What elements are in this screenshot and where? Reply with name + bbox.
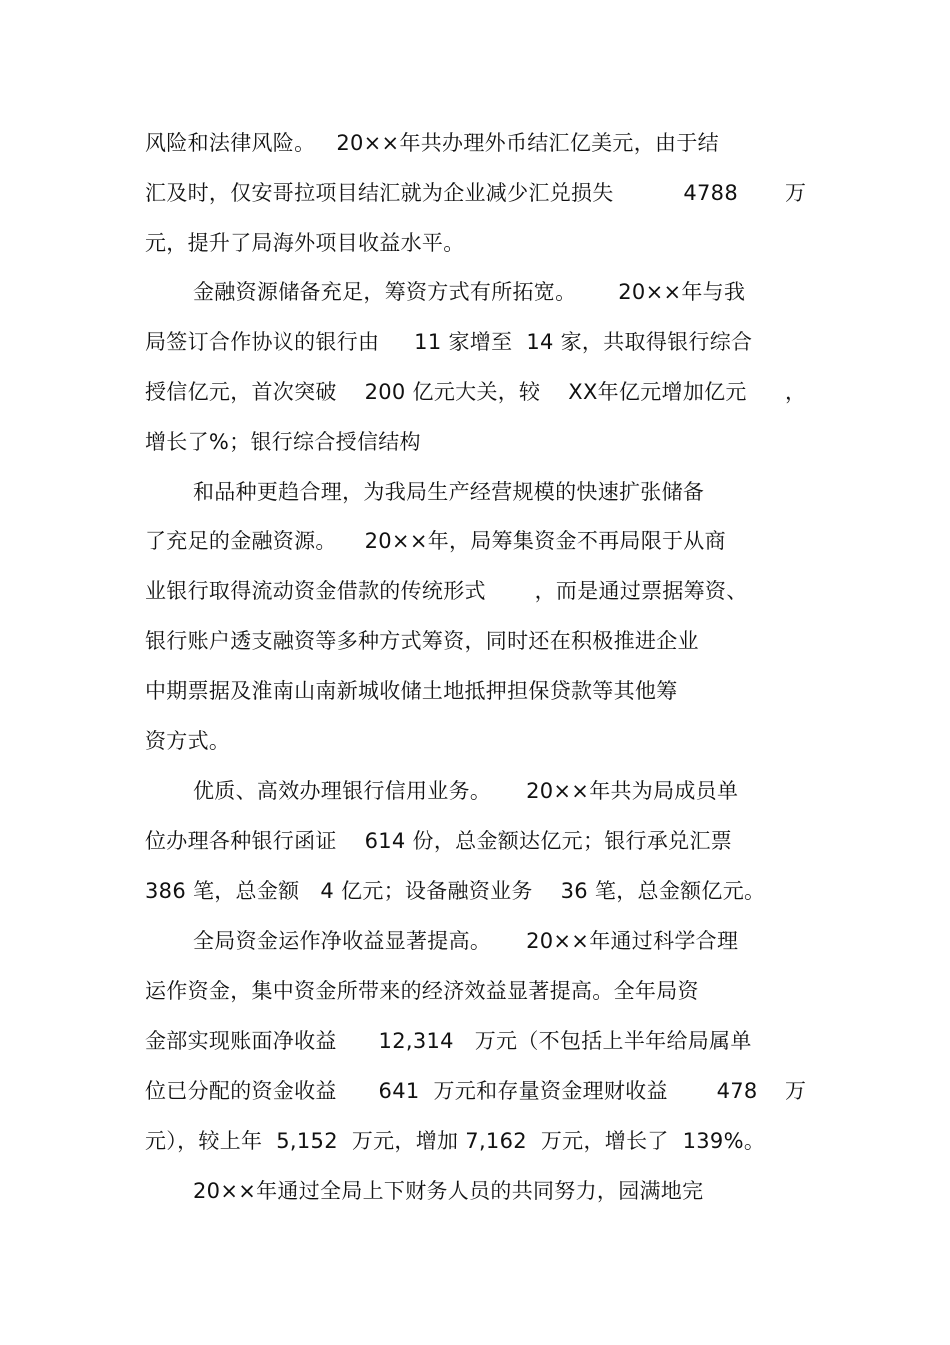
text-line: 汇及时，仅安哥拉项目结汇就为企业减少汇兑损失 4788 [145,181,738,205]
paragraph-start-line: 金融资源储备充足，筹资方式有所拓宽。 20××年与我 [193,280,746,304]
paragraph-start-line: 全局资金运作净收益显著提高。 20××年通过科学合理 [193,929,739,953]
text-line: 金部实现账面净收益 12,314 万元（不包括上半年给局属单 [145,1029,752,1053]
text-line: 授信亿元，首次突破 200 亿元大关，较 XX年亿元增加亿元 [145,380,747,404]
text-line: 了充足的金融资源。 20××年，局筹集资金不再局限于从商 [145,529,726,553]
text-line: 386 笔，总金额 4 亿元；设备融资业务 36 笔，总金额亿元。 [145,879,766,903]
paragraph-start-line: 优质、高效办理银行信用业务。 20××年共为局成员单 [193,779,739,803]
text-line-end: 万 [785,181,806,205]
text-line: 资方式。 [145,729,231,753]
text-line: 位办理各种银行函证 614 份，总金额达亿元；银行承兑汇票 [145,829,733,853]
text-line: 局签订合作协议的银行由 11 家增至 14 家，共取得银行综合 [145,330,753,354]
text-line: 银行账户透支融资等多种方式筹资，同时还在积极推进企业 [145,629,699,653]
text-line: 元），较上年 5,152 万元，增加 7,162 万元，增长了 139%。 [145,1129,766,1153]
text-line-end: ， [785,380,806,404]
text-line: 中期票据及淮南山南新城收储土地抵押担保贷款等其他筹 [145,679,678,703]
paragraph-start-line: 20××年通过全局上下财务人员的共同努力，园满地完 [193,1179,704,1203]
text-line: 增长了%；银行综合授信结构 [145,430,421,454]
text-line: 位已分配的资金收益 641 万元和存量资金理财收益 478 [145,1079,758,1103]
text-line-end: 万 [785,1079,806,1103]
text-line: 风险和法律风险。 20××年共办理外币结汇亿美元，由于结 [145,131,719,155]
text-line: 运作资金，集中资金所带来的经济效益显著提高。全年局资 [145,979,699,1003]
text-line: 元，提升了局海外项目收益水平。 [145,231,465,255]
text-line: 业银行取得流动资金借款的传统形式 ，而是通过票据筹资、 [145,579,748,603]
paragraph-start-line: 和品种更趋合理，为我局生产经营规模的快速扩张储备 [193,480,705,504]
